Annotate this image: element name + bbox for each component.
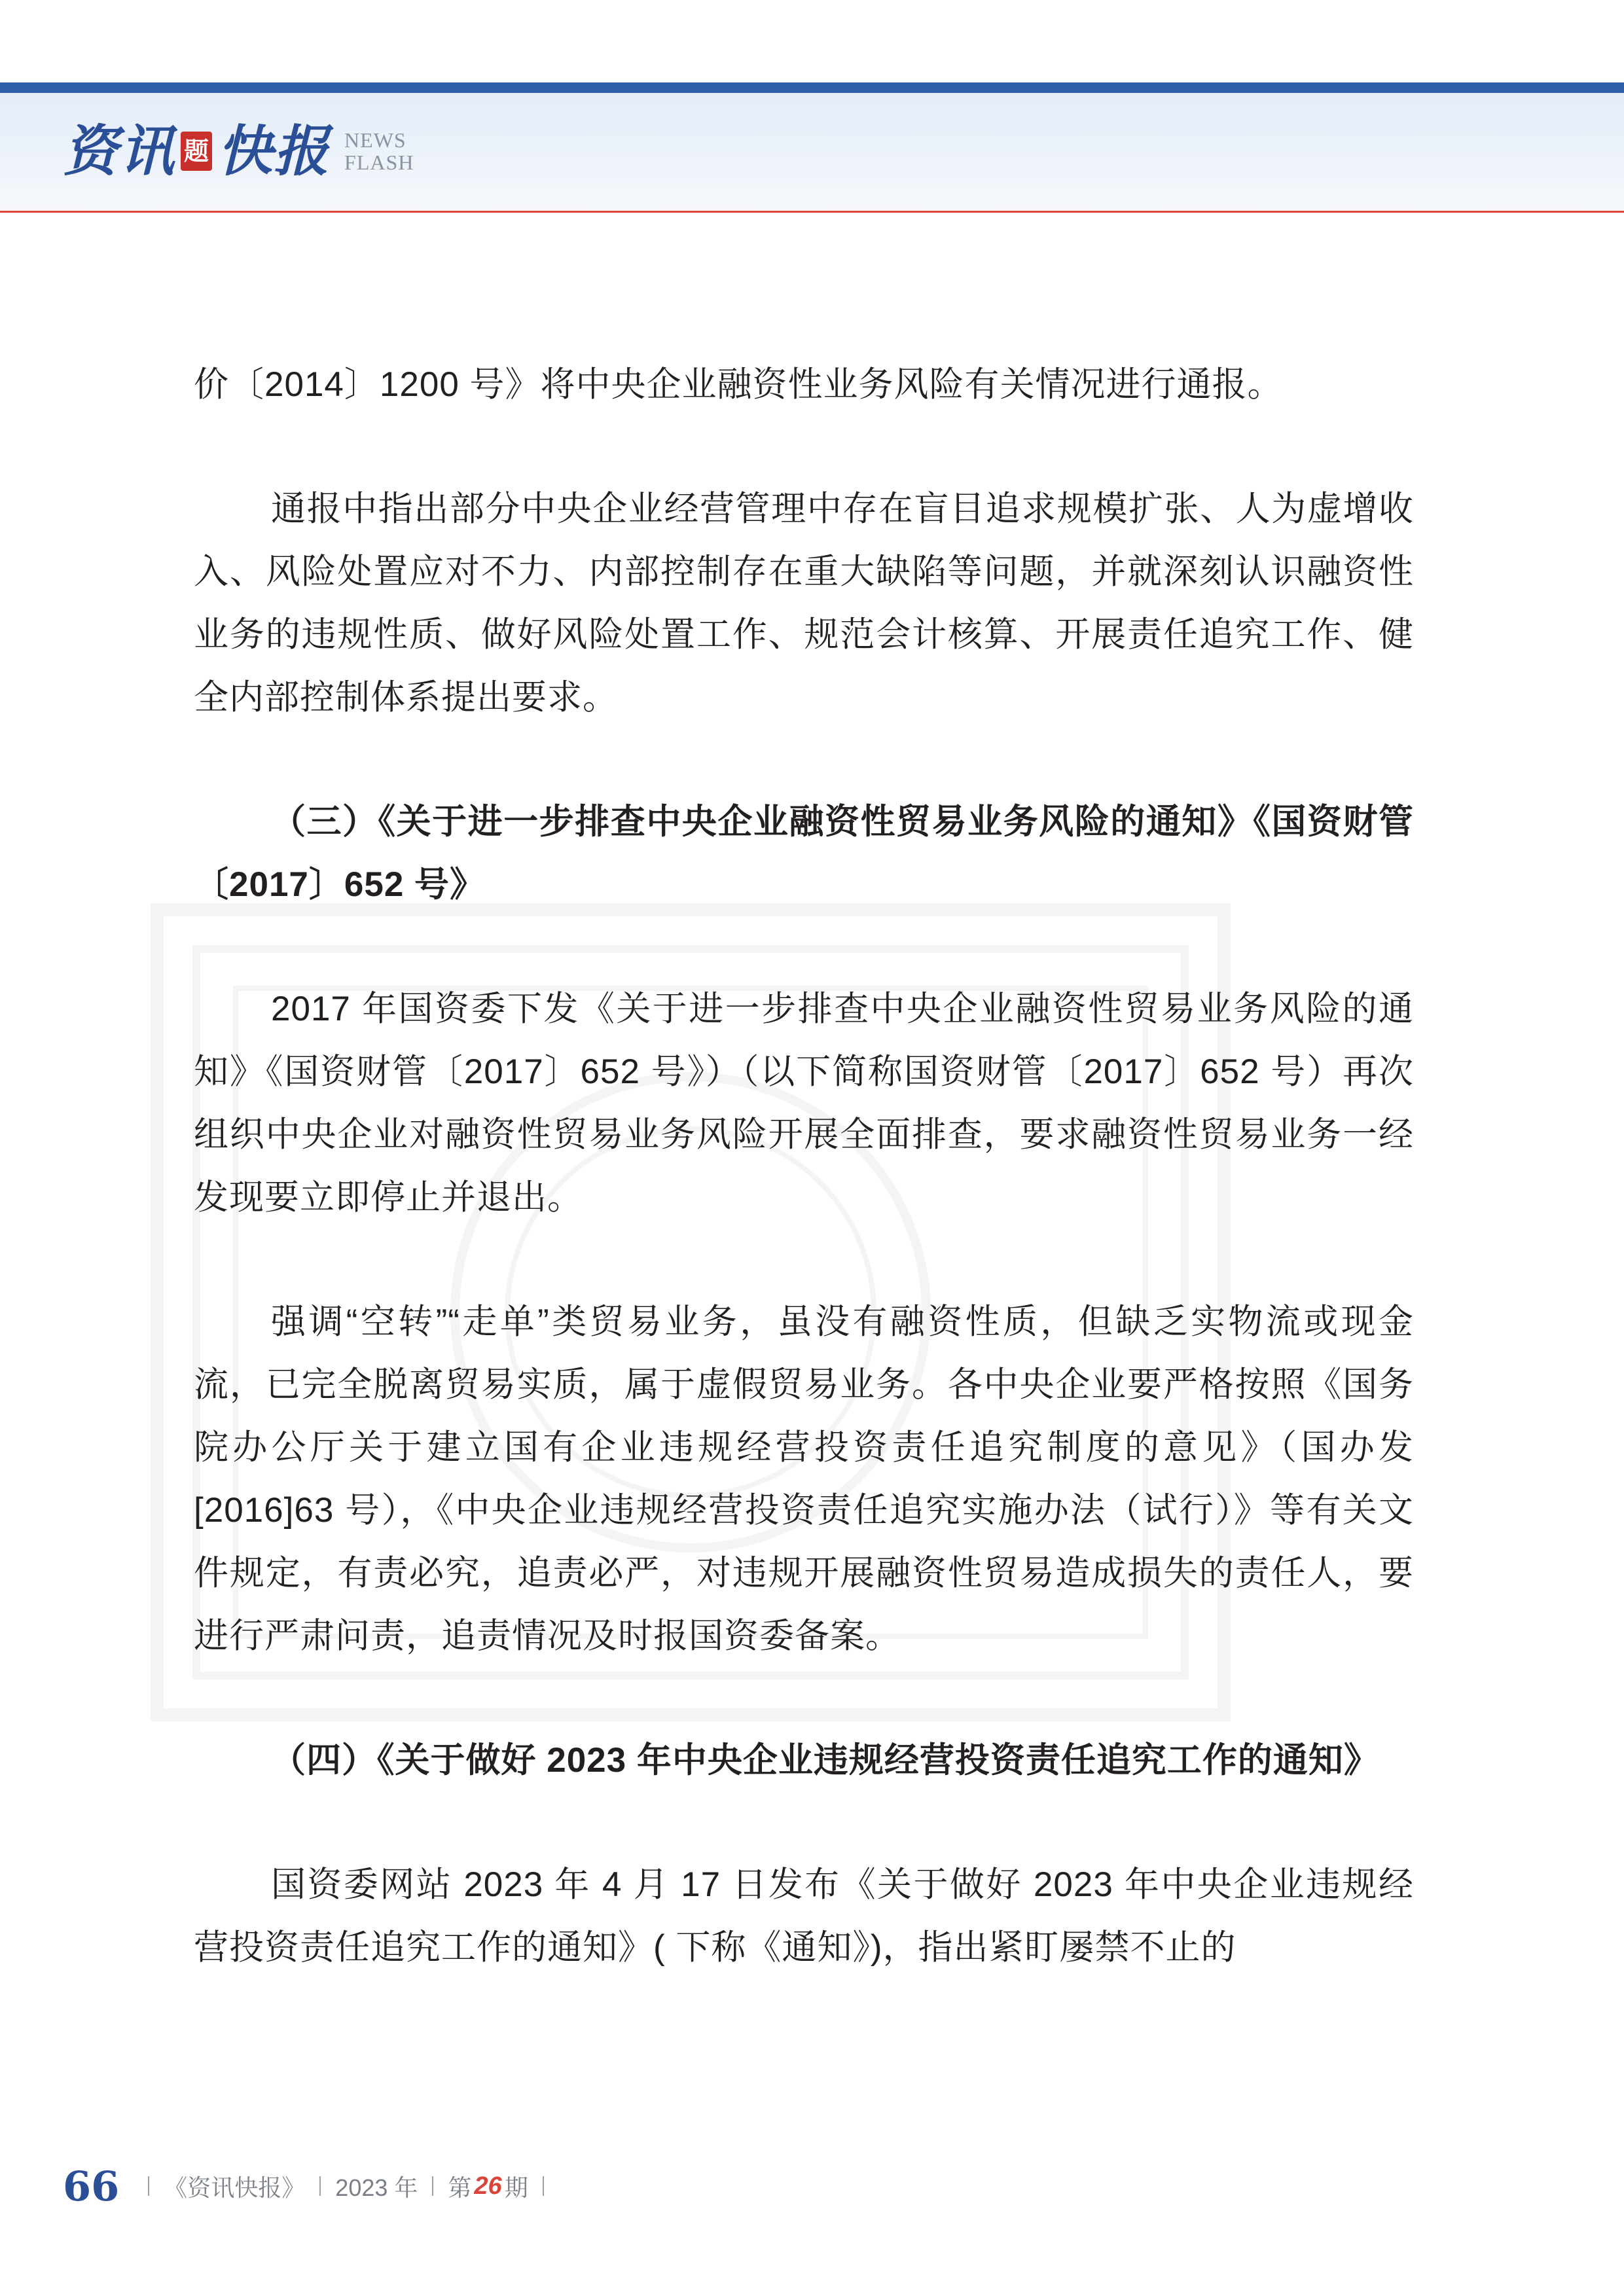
header-top-band bbox=[0, 82, 1624, 93]
section-heading-3: （三）《关于进一步排查中央企业融资性贸易业务风险的通知》《国资财管〔2017〕652 号》 bbox=[194, 802, 1414, 904]
paragraph-continuation: 价〔2014〕1200 号》将中央企业融资性业务风险有关情况进行通报。 bbox=[194, 365, 1283, 404]
issue-suffix: 期 bbox=[504, 2174, 528, 2201]
paragraph-2023-notice: 国资委网站 2023 年 4 月 17 日发布《关于做好 2023 年中央企业违规经营投资责任追究工作的通知》( 下称《通知》)，指出紧盯屡禁不止的 bbox=[194, 1865, 1414, 1967]
logo-en-line2: FLASH bbox=[344, 151, 414, 174]
logo-text-part1: 资讯 bbox=[63, 118, 176, 183]
publication-year: 2023 年 bbox=[335, 2174, 418, 2201]
footer-divider bbox=[543, 2176, 544, 2196]
publication-name: 《资讯快报》 bbox=[164, 2174, 306, 2201]
footer-divider bbox=[432, 2176, 433, 2196]
paragraph-2017-notice: 2017 年国资委下发《关于进一步排查中央企业融资性贸易业务风险的通知》《国资财管〔2017〕652 号》）（以下简称国资财管〔2017〕652 号）再次组织中央企业对融资性贸易业务风险开展全面排查，要求融资性贸易业务一经发现要立即停止并退出。 bbox=[194, 990, 1414, 1217]
issue-prefix: 第 bbox=[448, 2174, 472, 2201]
article-body bbox=[194, 353, 1414, 1979]
paragraph-notice-summary: 通报中指出部分中央企业经营管理中存在盲目追求规模扩张、人为虚增收入、风险处置应对不力、内部控制存在重大缺陷等问题，并就深刻认识融资性业务的违规性质、做好风险处置工作、规范会计核算、开展责任追究工作、健全内部控制体系提出要求。 bbox=[194, 490, 1414, 717]
section-heading-4: （四）《关于做好 2023 年中央企业违规经营投资责任追究工作的通知》 bbox=[271, 1741, 1379, 1780]
logo-en-line1: NEWS bbox=[344, 128, 406, 152]
page-footer bbox=[63, 2160, 558, 2212]
footer-divider bbox=[148, 2176, 149, 2196]
page-number: 66 bbox=[63, 2162, 120, 2210]
logo-text-part2: 快报 bbox=[217, 118, 331, 183]
logo-seal-icon: 题 bbox=[181, 132, 212, 171]
masthead-logo bbox=[63, 115, 414, 187]
paragraph-emphasis: 强调“空转”“走单”类贸易业务，虽没有融资性质，但缺乏实物流或现金流，已完全脱离贸易实质，属于虚假贸易业务。各中央企业要严格按照《国务院办公厅关于建立国有企业违规经营投资责任追究制度的意见》（国办发 [2016]63 号），《中央企业违规经营投资责任追究实施办法（试行）》等有关文件规定，有责必究，追责必严，对违规开展融资性贸易造成损失的责任人，要进行严肃问责，追责情况及时报国资委备案。 bbox=[194, 1302, 1414, 1655]
logo-english bbox=[344, 129, 414, 173]
header-red-rule bbox=[0, 211, 1624, 213]
issue-number: 26 bbox=[474, 2172, 502, 2200]
footer-divider bbox=[319, 2176, 321, 2196]
